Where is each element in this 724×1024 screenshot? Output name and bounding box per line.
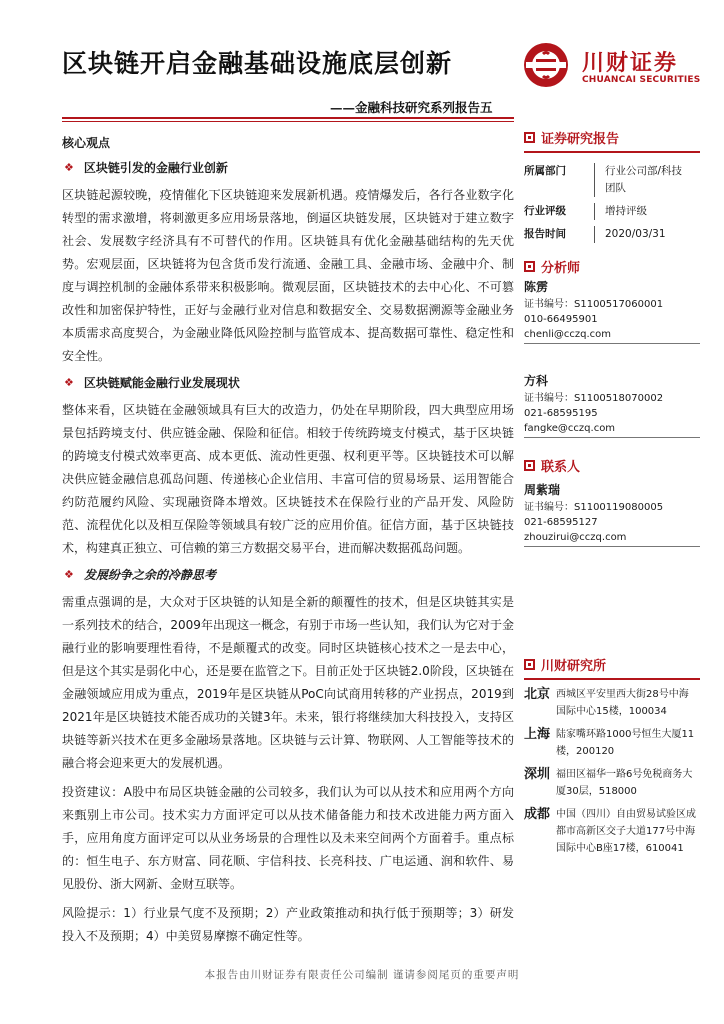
investment-advice-paragraph: 投资建议：A股中布局区块链金融的公司较多，我们认为可以从技术和应用两个方向来甄别上市公司。技术实力方面评定可以从技术储备能力和技术改进能力两方面入手，应用角度方面评定可以从业务场景的合理性以及未来空间两个方面着手。重点标的：恒生电子、东方财富、同花顺、宇信科技、长亮科技、广电运通、润和软件、易见股份、浙大网新、金财互联等。 — [62, 785, 514, 891]
main-content — [62, 128, 514, 954]
footer-disclaimer: 本报告由川财证券有限责任公司编制 谨请参阅尾页的重要声明 — [204, 969, 520, 981]
analyst-heading: 分析师 — [524, 257, 700, 276]
analyst-card: 陈雳 证书编号：S1100517060001 010-66495901 chenli@cczq.com — [524, 280, 700, 344]
info-row-department: 所属部门 行业公司部/科技团队 — [524, 163, 700, 197]
square-bullet-icon — [524, 261, 535, 272]
report-title: 区块链开启金融基础设施底层创新 — [62, 49, 453, 78]
report-subtitle: ——金融科技研究系列报告五 — [330, 100, 493, 115]
report-info — [524, 163, 700, 243]
square-bullet-icon — [524, 460, 535, 471]
sidebar-rule — [524, 151, 700, 153]
contact-card: 周紫瑞 证书编号：S1100119080005 021-68595127 zhouzirui@cczq.com — [524, 483, 700, 547]
sidebar — [524, 128, 700, 863]
office-list — [524, 686, 700, 857]
chuancai-logo-icon — [522, 41, 570, 89]
square-bullet-icon — [524, 132, 535, 143]
office-address: 成都 中国（四川）自由贸易试验区成都市高新区交子大道177号中海国际中心B座17楼，610041 — [524, 807, 696, 854]
body-paragraph: 需重点强调的是，大众对于区块链的认知是全新的颠覆性的技术，但是区块链其实是一系列技术的结合，2009年出现这一概念，有别于市场一些认知，我们认为它对于金融行业的影响要理性看待，不是颠覆式的改变。同时区块链核心技术之一是去中心，但是这个其实是弱化中心，还是要在监管之下。目前正处于区块链2.0阶段，区块链在金融领域应用成为重点，2019年是区块链从PoC向试商用转移的产业拐点，2019到2021年是区块链技术能否成功的关键3年。未来，银行将继续加大科技投入，支持区块链等新兴技术在更多金融场景落地。区块链与云计算、物联网、人工智能等技术的融合将会迎来更大的发展机遇。 — [62, 595, 514, 770]
info-row-rating: 行业评级 增持评级 — [524, 203, 700, 220]
diamond-bullet-icon: ❖ — [64, 161, 74, 174]
body-paragraph: 整体来看，区块链在金融领域具有巨大的改造力，仍处在早期阶段，四大典型应用场景包括跨境支付、供应链金融、保险和征信。相较于传统跨境支付模式，基于区块链的跨境支付模式效率更高、成本更低、流动性更强、权利更平等。区块链技术可以解决供应链金融信息孤岛问题、传递核心企业信用、丰富可信的贸易场景、运用智能合约防范履约风险、实现融资降本增效。区块链技术在保险行业的产品开发、风险防范、流程优化以及相互保险等领域具有较广泛的应用价值。征信方面，基于区块链技术，构建真正独立、可信赖的第三方数据交易平台，进而解决数据孤岛问题。 — [62, 403, 514, 555]
contact-heading: 联系人 — [524, 456, 700, 475]
institute-heading: 川财研究所 — [524, 655, 700, 674]
logo-chinese-name: 川财证券 — [582, 51, 679, 76]
email-link[interactable]: zhouzirui@cczq.com — [524, 530, 700, 547]
title-rule — [62, 117, 514, 119]
report-heading: 证券研究报告 — [524, 128, 700, 147]
diamond-bullet-icon: ❖ — [64, 376, 74, 389]
email-link[interactable]: chenli@cczq.com — [524, 327, 700, 344]
office-address: 北京 西城区平安里西大街28号中海国际中心15楼，100034 — [524, 687, 689, 717]
risk-warning-paragraph: 风险提示：1）行业景气度不及预期；2）产业政策推动和执行低于预期等；3）研发投入不及预期；4）中美贸易摩擦不确定性等。 — [62, 906, 514, 943]
section-heading: ❖ 区块链引发的金融行业创新 — [64, 161, 228, 175]
section-heading: ❖ 区块链赋能金融行业发展现状 — [64, 376, 240, 390]
office-address: 上海 陆家嘴环路1000号恒生大厦11楼，200120 — [524, 727, 695, 757]
info-row-date: 报告时间 2020/03/31 — [524, 226, 700, 243]
body-paragraph: 区块链起源较晚，疫情催化下区块链迎来发展新机遇。疫情爆发后，各行各业数字化转型的需求激增，将刺激更多应用场景落地，倒逼区块链发展，区块链对于建立数字社会、发展数字经济具有不可替代的作用。区块链具有优化金融基础结构的先天优势。宏观层面，区块链将为包含货币发行流通、金融工具、金融市场、金融中介、制度与调控机制的金融体系带来积极影响。微观层面，区块链技术的去中心化、不可篡改性和加密保护特性，正好与金融行业对信息和数据安全、交易数据溯源等金融业务本质需求高度契合，为金融业降低风险控制与监管成本、提高数据可靠性、稳定性和安全性。 — [62, 188, 514, 363]
section-heading: ❖ 发展纷争之余的冷静思考 — [64, 568, 216, 582]
diamond-bullet-icon: ❖ — [64, 568, 74, 581]
sidebar-rule — [524, 678, 700, 680]
analyst-card: 方科 证书编号：S1100518070002 021-68595195 fangke@cczq.com — [524, 374, 700, 438]
title-rule-thin — [62, 121, 514, 122]
core-views-heading: 核心观点 — [62, 136, 111, 150]
office-address: 深圳 福田区福华一路6号免税商务大厦30层，518000 — [524, 767, 693, 797]
square-bullet-icon — [524, 659, 535, 670]
logo-english-name: CHUANCAI SECURITIES — [582, 75, 701, 85]
email-link[interactable]: fangke@cczq.com — [524, 421, 700, 438]
